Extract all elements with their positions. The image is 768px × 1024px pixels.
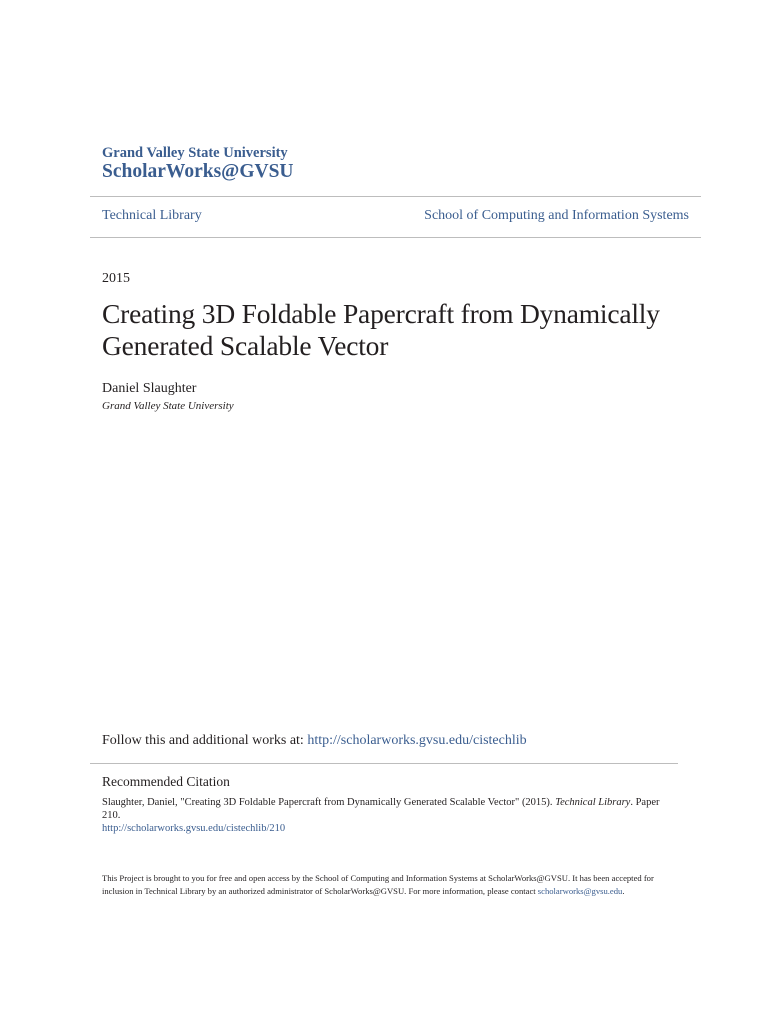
institution-name: Grand Valley State University [102,145,288,161]
follow-line [102,732,527,749]
citation-series: Technical Library [555,797,631,808]
citation-divider [90,763,678,764]
author-name: Daniel Slaughter [102,381,197,396]
publication-year: 2015 [102,271,130,286]
repository-name[interactable]: ScholarWorks@GVSU [102,161,294,182]
school-link[interactable]: School of Computing and Information Systems [424,208,689,223]
technical-library-link[interactable]: Technical Library [102,208,202,223]
access-notice-text: This Project is brought to you for free and open access by the School of Computing and Information Systems at ScholarWorks@GVSU. It has been accepted for inclusion in Technical Library by an authorized administrator of ScholarWorks@GVSU. For more information, please contact [102,873,654,896]
collection-link[interactable]: http://scholarworks.gvsu.edu/cistechlib [307,733,527,748]
follow-label: Follow this and additional works at: [102,733,308,748]
access-notice-end: . [622,886,625,896]
author-affiliation: Grand Valley State University [102,400,234,412]
citation-heading: Recommended Citation [102,774,230,789]
nav-divider [90,237,701,238]
citation-text: Slaughter, Daniel, "Creating 3D Foldable Papercraft from Dynamically Generated Scalable Vector" (2015). [102,797,556,808]
contact-email-link[interactable]: scholarworks@gvsu.edu [537,886,623,896]
citation-paper: . Paper 210. [102,797,660,821]
top-divider [90,196,701,197]
paper-title: Creating 3D Foldable Papercraft from Dynamically Generated Scalable Vector [102,298,660,361]
access-notice [102,872,662,898]
citation-link[interactable]: http://scholarworks.gvsu.edu/cistechlib/210 [102,823,286,834]
citation-block [102,796,662,835]
